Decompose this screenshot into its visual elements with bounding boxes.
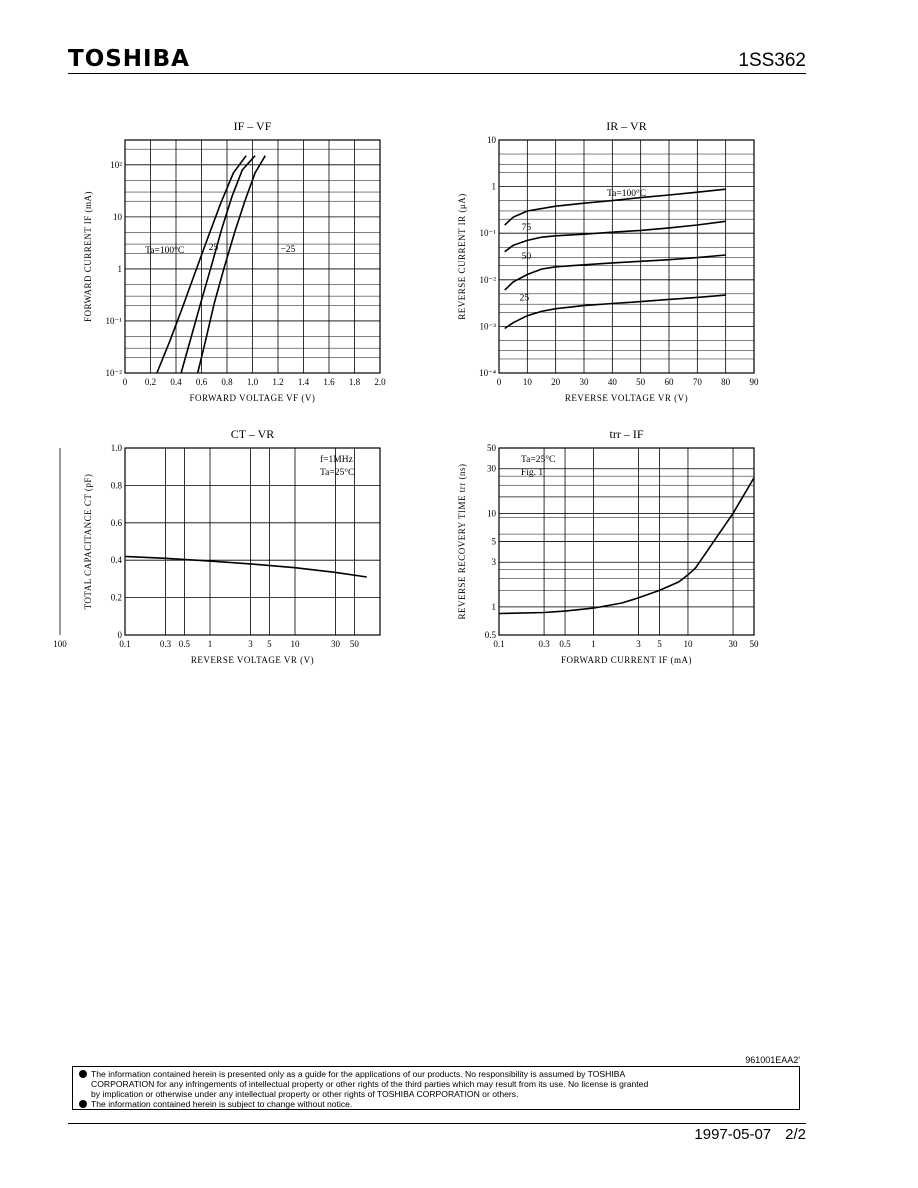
chart-ct-vr — [53, 420, 400, 680]
x-tick-label: 10 — [683, 639, 693, 649]
x-axis-label: REVERSE VOLTAGE VR (V) — [564, 393, 689, 403]
x-tick-label: 30 — [728, 639, 738, 649]
x-tick-label: 0.8 — [221, 377, 233, 387]
x-tick-label: 80 — [721, 377, 731, 387]
chart-title: trr – IF — [609, 427, 644, 441]
chart-ir-vr — [440, 110, 780, 415]
notice-item-1 — [79, 1069, 793, 1079]
x-tick-label: 1 — [207, 639, 213, 649]
x-tick-label: 0.3 — [159, 639, 172, 649]
x-tick-label: 30 — [579, 377, 589, 387]
y-tick-label: 1 — [117, 263, 122, 274]
y-tick-label: 10 — [487, 508, 496, 519]
x-tick-label: 3 — [248, 639, 253, 649]
x-tick-label: 1.2 — [272, 377, 284, 387]
x-tick-label: 40 — [607, 377, 617, 387]
notice-line-3: by implication or otherwise under any intellectual property or other rights of TOSHIBA CORPORATION or others. — [91, 1089, 519, 1099]
x-tick-label: 1.4 — [297, 377, 310, 387]
notice-line-2: CORPORATION for any infringements of intellectual property or other rights of the third parties which may result from its use. No license is granted — [91, 1079, 649, 1089]
footer-date: 1997-05-07 — [694, 1126, 772, 1143]
y-tick-label: 10 — [113, 211, 122, 222]
y-tick-label: 50 — [487, 443, 496, 453]
chart-title: IF – VF — [233, 119, 272, 133]
x-tick-label: 20 — [551, 377, 561, 387]
series-line — [505, 295, 726, 328]
series-line — [198, 156, 266, 373]
notice-line-1: The information contained herein is presented only as a guide for the applications of our products. No responsibility is assumed by TOSHIBA — [91, 1069, 626, 1079]
x-tick-label: 0.6 — [195, 377, 208, 387]
x-axis-label: FORWARD CURRENT IF (mA) — [560, 655, 693, 665]
x-tick-label: 0 — [122, 377, 128, 387]
series-label: Ta=100°C — [145, 246, 185, 256]
y-tick-label: 0.8 — [110, 480, 122, 491]
x-tick-label: 0.1 — [493, 639, 505, 649]
x-tick-label: 1.0 — [246, 377, 259, 387]
x-tick-label: 50 — [749, 639, 759, 649]
brand-logo: TOSHIBA — [68, 46, 190, 72]
series-line — [181, 156, 255, 373]
y-tick-label: 1.0 — [110, 443, 122, 453]
x-tick-label: 5 — [267, 639, 272, 649]
series-label: −25 — [280, 245, 296, 255]
x-tick-label: 50 — [636, 377, 646, 387]
y-tick-label: 0.2 — [110, 592, 122, 603]
series-label: 50 — [521, 251, 532, 262]
notice-line-4: The information contained herein is subject to change without notice. — [91, 1099, 353, 1109]
footer — [680, 1126, 806, 1143]
x-tick-label: 2.0 — [374, 377, 386, 387]
condition-label: Fig. 1 — [521, 468, 544, 478]
series-label: Ta=100°C — [607, 189, 647, 200]
series-label: 25 — [208, 243, 219, 253]
y-tick-label: 1 — [491, 601, 496, 612]
series-line — [125, 557, 367, 578]
series-line — [505, 255, 726, 290]
y-tick-label: 5 — [491, 536, 496, 547]
x-tick-label: 100 — [53, 639, 67, 649]
y-tick-label: 10⁻² — [105, 368, 122, 378]
chart-trr-if — [440, 420, 780, 680]
x-tick-label: 10 — [522, 377, 532, 387]
header-rule — [68, 73, 806, 74]
series-line — [499, 478, 754, 614]
x-tick-label: 60 — [664, 377, 674, 387]
document-code: 961001EAA2' — [745, 1055, 800, 1065]
bullet-icon — [79, 1070, 87, 1078]
x-tick-label: 3 — [636, 639, 641, 649]
y-tick-label: 30 — [487, 463, 496, 474]
x-tick-label: 0.3 — [538, 639, 550, 649]
condition-label: Ta=25°C — [521, 455, 556, 465]
y-axis-label: REVERSE CURRENT IR (μA) — [457, 193, 467, 320]
part-number: 1SS362 — [738, 50, 806, 71]
y-tick-label: 3 — [491, 557, 496, 568]
notice-box — [72, 1066, 800, 1110]
condition-label: Ta=25°C — [320, 468, 355, 478]
y-axis-label: REVERSE RECOVERY TIME trr (ns) — [457, 463, 467, 620]
x-tick-label: 0.5 — [559, 639, 571, 649]
chart-title: CT – VR — [230, 427, 275, 441]
x-tick-label: 90 — [749, 377, 759, 387]
y-tick-label: 10 — [487, 135, 496, 145]
x-tick-label: 10 — [290, 639, 300, 649]
y-tick-label: 10⁻² — [479, 274, 496, 285]
x-tick-label: 5 — [657, 639, 662, 649]
x-tick-label: 0.5 — [178, 639, 191, 649]
x-tick-label: 1 — [591, 639, 596, 649]
x-tick-label: 0 — [496, 377, 502, 387]
x-axis-label: FORWARD VOLTAGE VF (V) — [189, 393, 316, 403]
chart-title: IR – VR — [606, 119, 647, 133]
series-label: 75 — [521, 222, 532, 233]
x-axis-label: REVERSE VOLTAGE VR (V) — [190, 655, 315, 665]
y-axis-label: FORWARD CURRENT IF (mA) — [83, 190, 93, 323]
y-tick-label: 0.5 — [484, 630, 496, 640]
y-tick-label: 0 — [117, 630, 122, 640]
notice-item-2 — [79, 1099, 793, 1109]
y-tick-label: 0.4 — [110, 555, 122, 566]
y-tick-label: 0.6 — [110, 517, 122, 528]
x-tick-label: 0.1 — [119, 639, 131, 649]
x-tick-label: 30 — [331, 639, 341, 649]
x-tick-label: 1.6 — [323, 377, 335, 387]
condition-label: f=1MHz — [320, 455, 353, 465]
chart-if-vf — [60, 110, 400, 415]
footer-page: 2/2 — [785, 1126, 806, 1143]
x-tick-label: 70 — [692, 377, 702, 387]
y-tick-label: 10² — [110, 159, 122, 170]
x-tick-label: 0.2 — [144, 377, 157, 387]
y-tick-label: 10⁻¹ — [479, 228, 496, 239]
y-tick-label: 10⁻⁴ — [479, 368, 496, 378]
x-tick-label: 0.4 — [170, 377, 182, 387]
bullet-icon — [79, 1100, 87, 1108]
y-tick-label: 10⁻¹ — [105, 315, 122, 326]
y-tick-label: 1 — [491, 181, 496, 192]
footer-rule — [68, 1123, 806, 1124]
series-label: 25 — [519, 293, 530, 304]
y-axis-label: TOTAL CAPACITANCE CT (pF) — [83, 473, 93, 610]
x-tick-label: 50 — [349, 639, 359, 649]
y-tick-label: 10⁻³ — [479, 321, 496, 332]
x-tick-label: 1.8 — [348, 377, 361, 387]
